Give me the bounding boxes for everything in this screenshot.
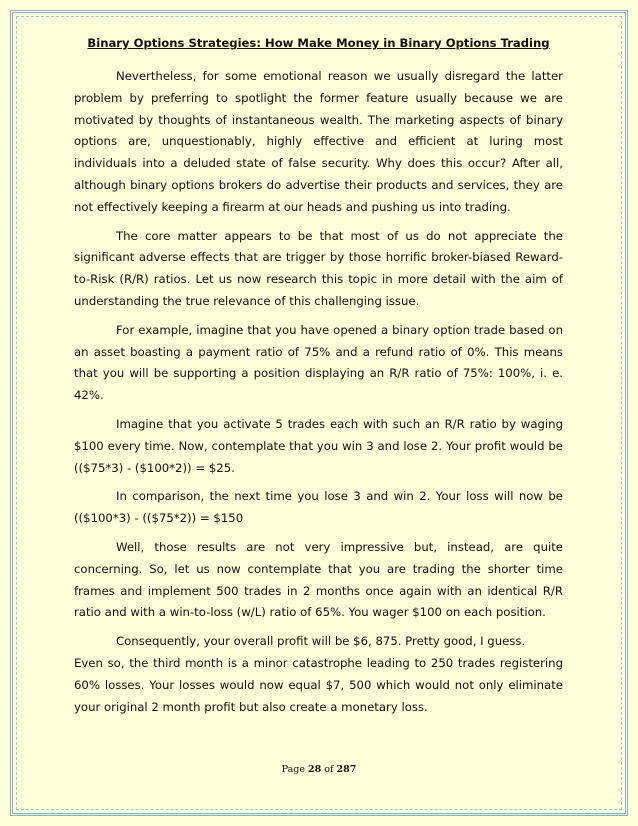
paragraph-2: The core matter appears to be that most of us do not appreciate the significant adverse effects that are trigger by those horrific broker-biased Reward-to-Risk (R/R) ratios. Let us now research this topic in more detail with the aim of understanding the true relevance of this challenging issue.: [74, 228, 563, 308]
paragraph-7: Consequently, your overall profit will be $6, 875. Pretty good, I guess.: [116, 634, 526, 649]
paragraph-1: Nevertheless, for some emotional reason we usually disregard the latter problem by preferring to spotlight the former feature usually because we are motivated by thoughts of instantaneous wealth. The marketing aspects of binary options are, unquestionably, highly effective and efficient at luring most individuals into a deluded state of false security. Why does this occur? After all, although binary options brokers do advertise their products and services, they are not effectively keeping a firearm at our heads and pushing us into trading.: [74, 69, 563, 214]
page-of-label: of: [321, 764, 337, 775]
paragraph-3: For example, imagine that you have opened a binary option trade based on an asset boasting a payment ratio of 75% and a refund ratio of 0%. This means that you will be supporting a position displaying an R/R ratio of 75%: 100%, i. e. 42%.: [74, 322, 563, 403]
paragraph-6: Well, those results are not very impressive but, instead, are quite concerning. So, let us now contemplate that you are trading the shorter time frames and implement 500 trades in 2 months once again with an identical R/R ratio and with a win-to-loss (w/L) ratio of 65%. You wager $100 on each position.: [74, 539, 563, 620]
paragraph-5: In comparison, the next time you lose 3 and win 2. Your loss will now be (($100*3) - (($75*2)) = $150: [74, 489, 563, 526]
current-page-number: 28: [308, 764, 322, 775]
page-prefix: Page: [281, 764, 308, 775]
paragraph-8: Even so, the third month is a minor catastrophe leading to 250 trades registering 60% losses. Your losses would now equal $7, 500 which would not only eliminate your original 2 month profit but also create a monetary loss.: [74, 655, 563, 714]
page-number-footer: [0, 764, 638, 775]
total-page-count: 287: [336, 764, 357, 775]
paragraph-4: Imagine that you activate 5 trades each with such an R/R ratio by waging $100 every time. Now, contemplate that you win 3 and lose 2. Your profit would be (($75*3) - ($100*2)) = $25.: [74, 416, 563, 475]
document-title: Binary Options Strategies: How Make Money in Binary Options Trading: [87, 36, 550, 50]
page-content: [74, 36, 563, 725]
